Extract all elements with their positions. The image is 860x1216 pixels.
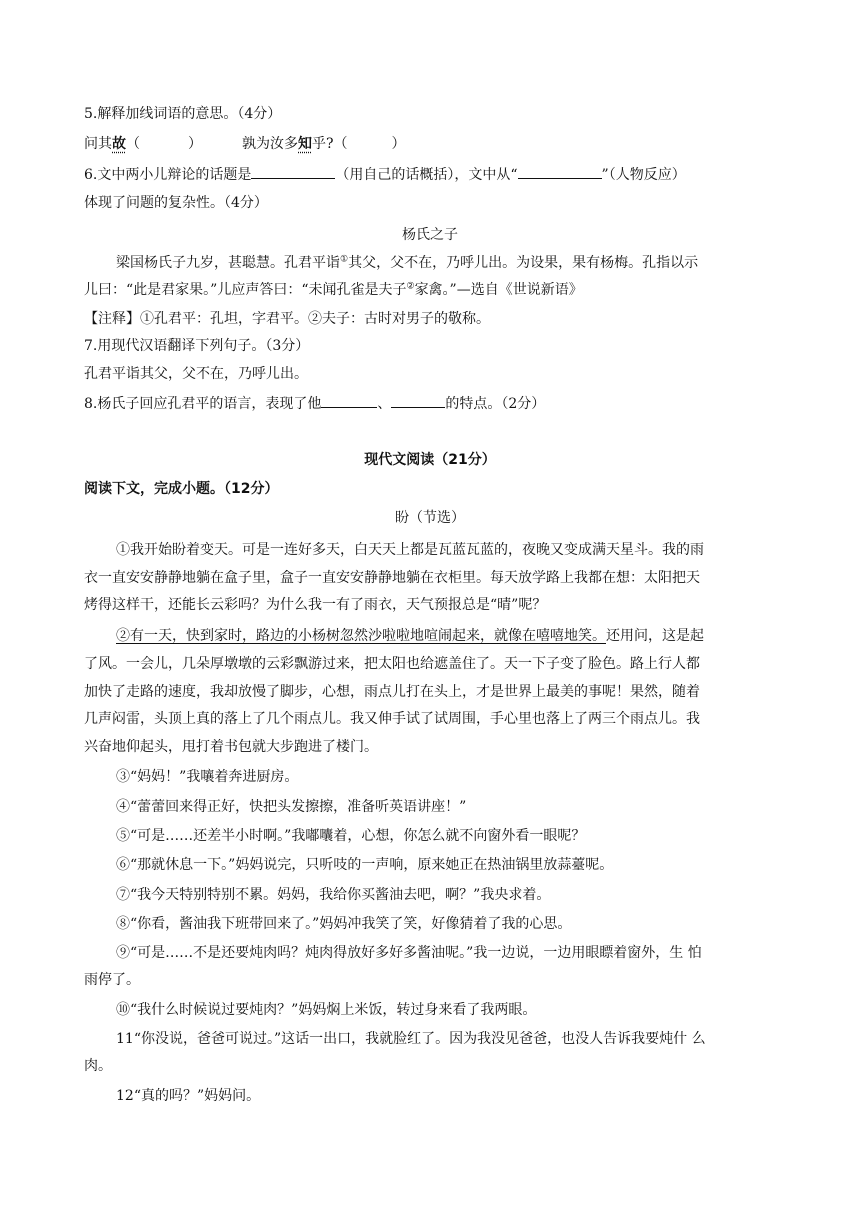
yang-text-1a: 梁国杨氏子九岁，甚聪慧。孔君平诣 (116, 255, 340, 271)
q7-title: 7.用现代汉语翻译下列句子。（3分） (84, 338, 310, 354)
q5-a-prefix: 问其 (84, 136, 112, 152)
q5-title: 5.解释加线词语的意思。（4分） (84, 106, 282, 122)
para2-line4: 几声闷雷，头顶上真的落上了几个雨点儿。我又伸手试了试周围，手心里也落上了两三个雨点儿。我 (84, 711, 700, 727)
q6-line2: 体现了问题的复杂性。（4分） (84, 195, 268, 211)
para2-line2: 了风。一会儿，几朵厚墩墩的云彩飘游过来，把太阳也给遮盖住了。天一下子变了脸色。路上行人都 (84, 656, 700, 672)
para7: ⑦“我今天特别特别不累。妈妈，我给你买酱油去吧，啊？”我央求着。 (116, 887, 551, 903)
para2-line1 (116, 626, 704, 646)
q5-a-paren-close: ） (188, 136, 202, 152)
q5-b-prefix: 孰为汝多 (242, 136, 298, 152)
para1-line1: ①我开始盼着变天。可是一连好多天，白天天上都是瓦蓝瓦蓝的，夜晚又变成满天星斗。我的雨 (116, 542, 704, 558)
section-title: 现代文阅读（21分） (364, 452, 496, 468)
q6-line1 (84, 164, 686, 185)
q6-text-a: 6.文中两小儿辩论的话题是 (84, 167, 252, 183)
para10: ⑩“我什么时候说过要炖肉？”妈妈焖上米饭，转过身来看了我两眼。 (116, 1002, 537, 1018)
q6-text-b: （用自己的话概括），文中从“ (335, 167, 518, 183)
para3: ③“妈妈！”我嚷着奔进厨房。 (116, 769, 299, 785)
para2-line3: 加快了走路的速度，我却放慢了脚步，心想，雨点儿打在头上，才是世界上最美的事呢！果然，随着 (84, 684, 700, 700)
para2-line5: 兴奋地仰起头，甩打着书包就大步跑进了楼门。 (84, 739, 378, 755)
q7-sentence: 孔君平诣其父，父不在，乃呼儿出。 (84, 366, 308, 382)
footnote-mark-1: ① (340, 254, 349, 265)
yang-text-1b: 其父，父不在，乃呼儿出。为设果，果有杨梅。孔指以示 (348, 255, 699, 271)
para9-line2: 雨停了。 (84, 972, 140, 988)
para8: ⑧“你看，酱油我下班带回来了。”妈妈冲我笑了笑，好像猜着了我的心思。 (116, 916, 572, 932)
q5-a-paren-open: （ (126, 136, 140, 152)
q5-b-paren-close: ） (391, 136, 406, 152)
yang-line2 (84, 280, 583, 300)
q6-text-c: ”（人物反应） (601, 167, 686, 183)
yang-text-2b: 家禽。”—选自《世说新语》 (414, 282, 583, 298)
yang-note: 【注释】①孔君平：孔坦，字君平。②夫子：古时对男子的敬称。 (84, 311, 490, 327)
para9-line1: ⑨“可是……不是还要炖肉吗？炖肉得放好多好多酱油呢。”我一边说，一边用眼瞟着窗外，生 怕 (116, 945, 702, 961)
para12: 12“真的吗？”妈妈问。 (116, 1088, 261, 1104)
para5: ⑤“可是……还差半小时啊。”我嘟囔着，心想，你怎么就不向窗外看一眼呢？ (116, 828, 586, 844)
footnote-mark-2: ② (406, 281, 415, 292)
q8-separator: 、 (377, 396, 392, 412)
para1-line2: 衣一直安安静静地躺在盒子里，盒子一直安安静静地躺在衣柜里。每天放学路上我都在想：太阳把天 (84, 570, 700, 586)
para2-text-rest: 还用问，这是起 (606, 628, 704, 644)
q5-b-word: 知 (298, 136, 312, 152)
q5-a-word: 故 (112, 136, 126, 152)
section-instruction: 阅读下文，完成小题。（12分） (84, 481, 279, 497)
para11-line1: 11“你没说，爸爸可说过。”这话一出口，我就脸红了。因为我没见爸爸，也没人告诉我要炖什 么 (116, 1031, 706, 1047)
para4: ④“蕾蕾回来得正好，快把头发擦擦，准备听英语讲座！” (116, 799, 467, 815)
underlined-sentence: ②有一天，快到家时，路边的小杨树忽然沙啦啦地喧闹起来，就像在嘻嘻地笑。 (116, 628, 606, 644)
passage-title: 盼（节选） (395, 510, 465, 526)
q5-items (84, 134, 406, 154)
q8-text-b: 的特点。（2分） (445, 396, 546, 412)
q8-text-a: 8.杨氏子回应孔君平的语言，表现了他 (84, 396, 322, 412)
q6-blank-topic[interactable] (251, 164, 335, 179)
yang-title: 杨氏之子 (402, 227, 458, 243)
q6-blank-reaction[interactable] (518, 164, 602, 179)
para11-line2: 肉。 (84, 1058, 112, 1074)
yang-text-2a: 儿曰：“此是君家果。”儿应声答曰：“未闻孔雀是夫子 (84, 282, 407, 298)
para1-line3: 烤得这样干，还能长云彩吗？为什么我一有了雨衣，天气预报总是“晴”呢？ (84, 597, 547, 613)
q8-line (84, 393, 545, 414)
yang-line1 (116, 253, 698, 273)
q5-b-post: 乎?（ (312, 136, 348, 152)
q8-blank-1[interactable] (321, 393, 377, 408)
para6: ⑥“那就休息一下。”妈妈说完，只听吱的一声响，原来她正在热油锅里放蒜薹呢。 (116, 857, 614, 873)
q8-blank-2[interactable] (391, 393, 445, 408)
